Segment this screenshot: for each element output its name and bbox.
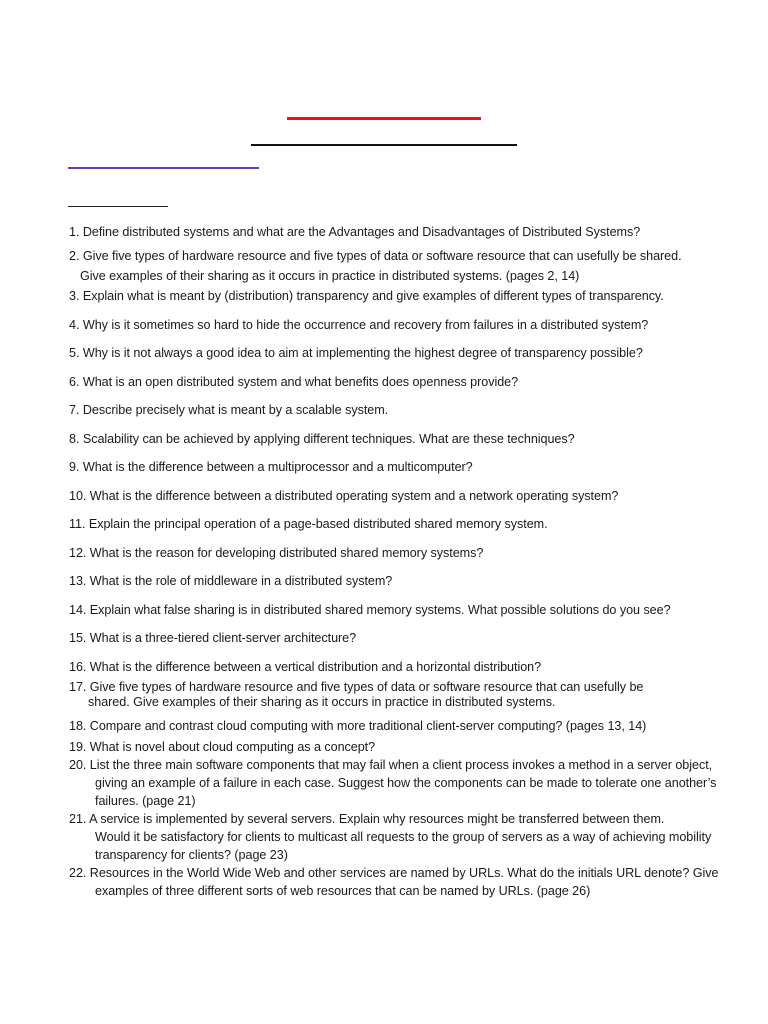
question-11: [69, 515, 548, 533]
question-line: giving an example of a failure in each case. Suggest how the components can be made to tolerate one another’s: [95, 776, 717, 790]
question-4: [69, 316, 648, 334]
question-line: transparency for clients? (page 23): [95, 848, 288, 862]
question-17: [69, 680, 643, 710]
question-line: 18. Compare and contrast cloud computing with more traditional client-server computing? (pages 13, 14): [69, 719, 647, 733]
question-6: [69, 373, 518, 391]
question-12: [69, 544, 483, 562]
title-rule-red: [287, 117, 481, 120]
question-line: 20. List the three main software components that may fail when a client process invokes a method in a server object,: [69, 758, 713, 772]
question-line: 21. A service is implemented by several servers. Explain why resources might be transferred between them.: [69, 812, 665, 826]
question-line: 16. What is the difference between a vertical distribution and a horizontal distribution?: [69, 660, 542, 674]
question-line: 5. Why is it not always a good idea to aim at implementing the highest degree of transparency possible?: [69, 346, 643, 360]
question-line: Would it be satisfactory for clients to multicast all requests to the group of servers as a way of achieving mobility: [95, 830, 712, 844]
question-18: [69, 717, 646, 735]
question-line: shared. Give examples of their sharing as it occurs in practice in distributed systems.: [88, 695, 556, 709]
question-line: 8. Scalability can be achieved by applying different techniques. What are these techniques?: [69, 432, 575, 446]
question-line: 14. Explain what false sharing is in distributed shared memory systems. What possible solutions do you see?: [69, 603, 671, 617]
heading-rule-purple: [68, 167, 259, 169]
question-line: 22. Resources in the World Wide Web and other services are named by URLs. What do the initials URL denote? Give: [69, 866, 719, 880]
question-line: examples of three different sorts of web resources that can be named by URLs. (page 26): [95, 884, 591, 898]
question-1: [69, 223, 640, 241]
subtitle-rule-black: [251, 144, 517, 146]
question-10: [69, 487, 618, 505]
question-15: [69, 629, 356, 647]
question-line: 11. Explain the principal operation of a page-based distributed shared memory system.: [69, 517, 548, 531]
question-8: [69, 430, 575, 448]
question-line: 12. What is the reason for developing distributed shared memory systems?: [69, 546, 484, 560]
question-2: [69, 247, 682, 285]
question-line: 15. What is a three-tiered client-server architecture?: [69, 631, 357, 645]
question-line: 9. What is the difference between a multiprocessor and a multicomputer?: [69, 460, 473, 474]
question-21: [69, 810, 711, 864]
question-line: 2. Give five types of hardware resource and five types of data or software resource that can usefully be shared.: [69, 249, 682, 263]
question-line: failures. (page 21): [95, 794, 196, 808]
question-13: [69, 572, 392, 590]
question-22: [69, 864, 718, 900]
question-line: 1. Define distributed systems and what are the Advantages and Disadvantages of Distributed Systems?: [69, 225, 641, 239]
question-5: [69, 344, 643, 362]
question-9: [69, 458, 473, 476]
question-20: [69, 756, 716, 810]
question-line: 13. What is the role of middleware in a distributed system?: [69, 574, 393, 588]
question-14: [69, 601, 671, 619]
question-line: 19. What is novel about cloud computing as a concept?: [69, 740, 376, 754]
question-line: 3. Explain what is meant by (distribution) transparency and give examples of different types of transparency.: [69, 289, 664, 303]
question-line: 6. What is an open distributed system and what benefits does openness provide?: [69, 375, 519, 389]
question-line: 7. Describe precisely what is meant by a scalable system.: [69, 403, 389, 417]
question-line: Give examples of their sharing as it occurs in practice in distributed systems. (pages 2, 14): [80, 269, 580, 283]
question-7: [69, 401, 388, 419]
question-19: [69, 738, 375, 756]
question-16: [69, 658, 541, 676]
section-rule-short: [68, 206, 168, 207]
question-line: 4. Why is it sometimes so hard to hide the occurrence and recovery from failures in a distributed system?: [69, 318, 649, 332]
question-line: 10. What is the difference between a distributed operating system and a network operating system?: [69, 489, 619, 503]
question-line: 17. Give five types of hardware resource and five types of data or software resource that can usefully be: [69, 680, 644, 694]
question-3: [69, 287, 664, 305]
